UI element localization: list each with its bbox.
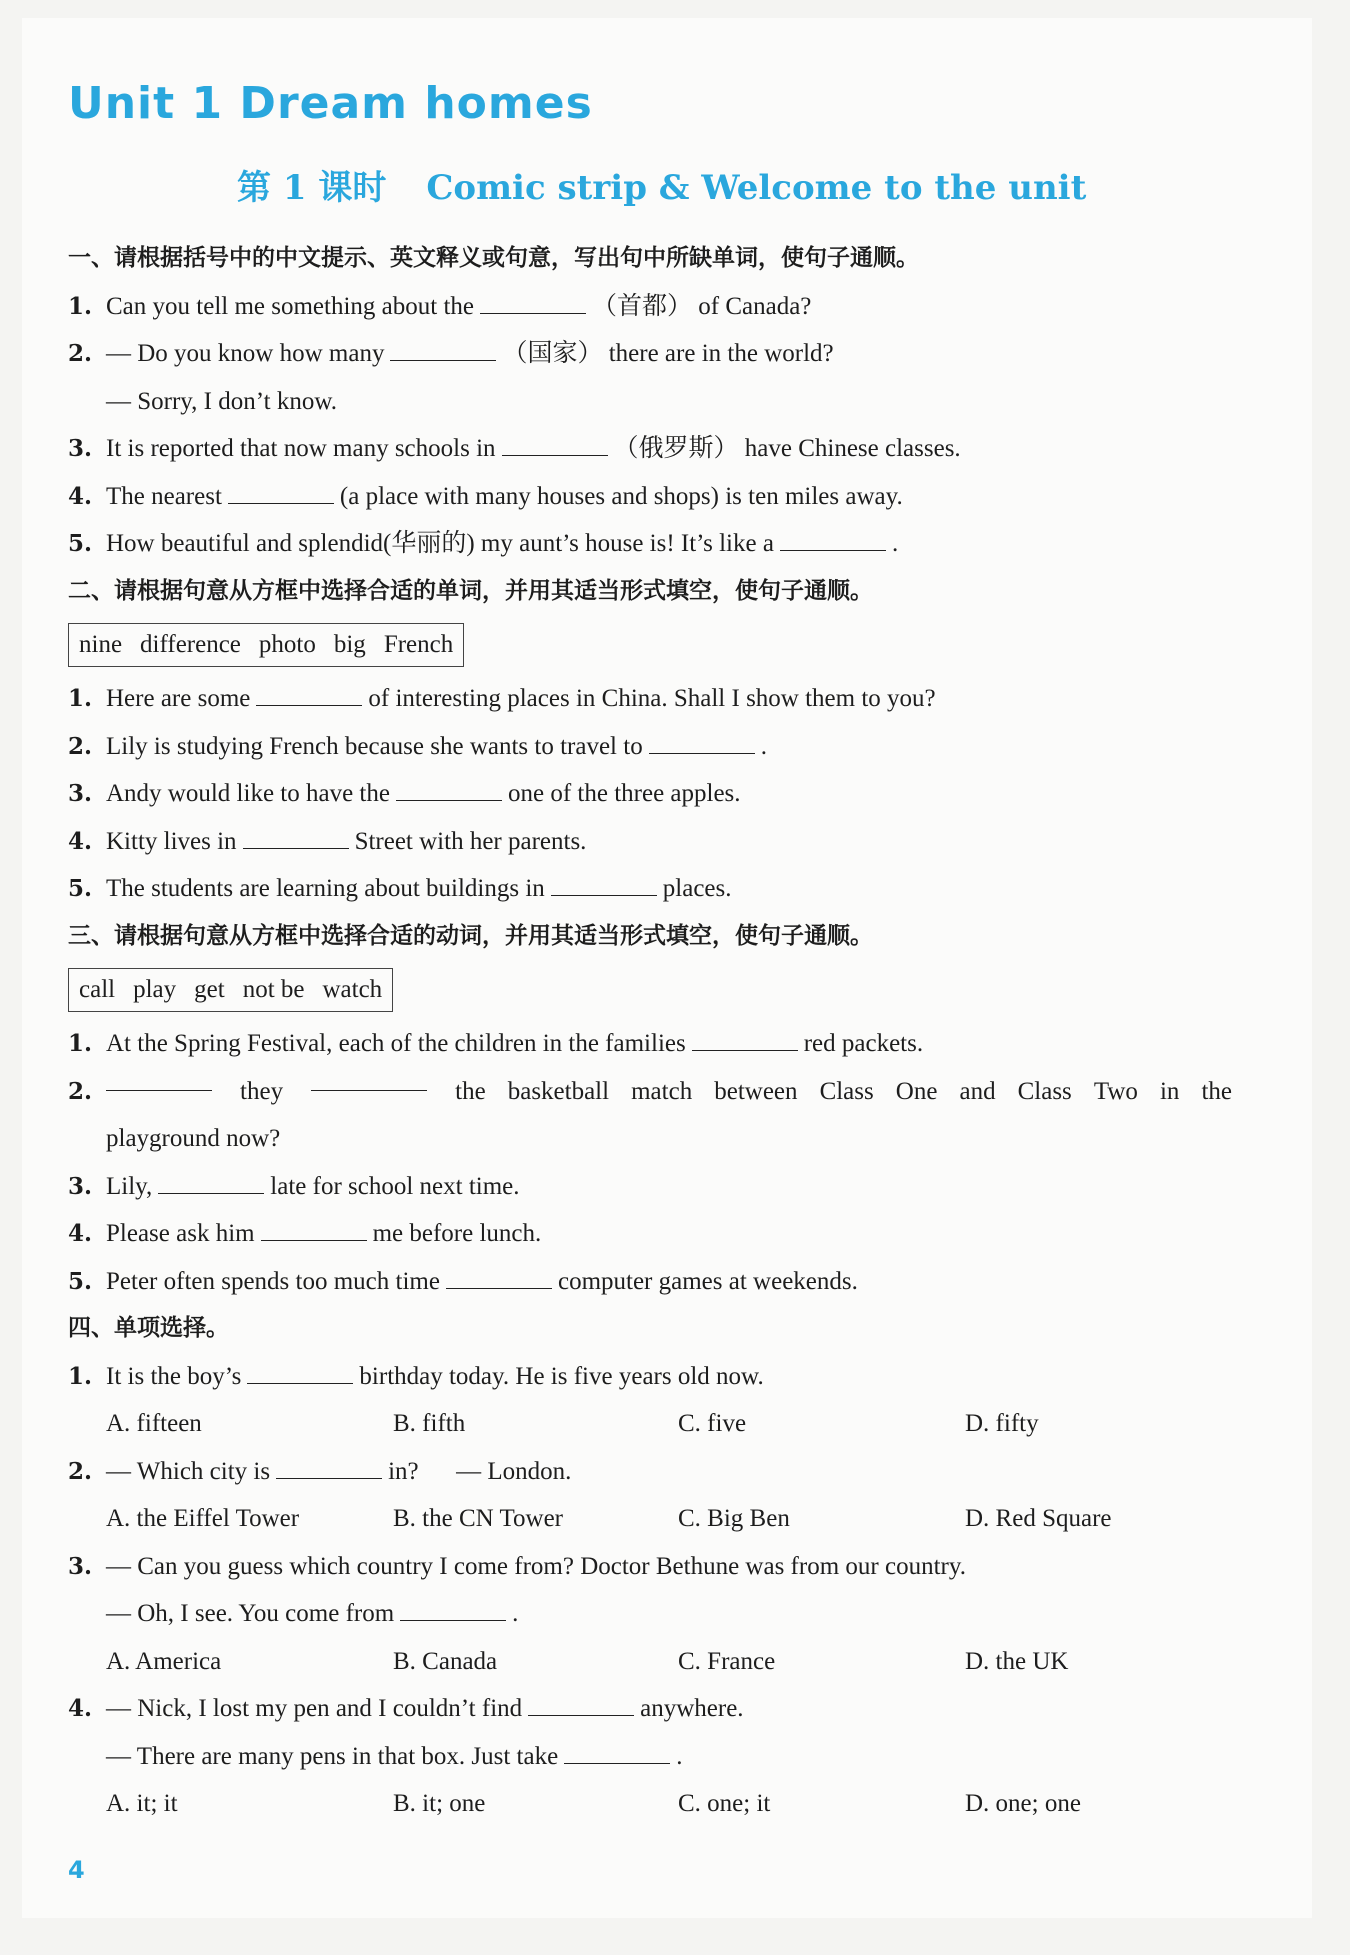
s4-q1-options	[68, 1400, 1268, 1448]
option-c[interactable]: C. Big Ben	[678, 1505, 790, 1532]
word-option: get	[194, 976, 225, 1003]
s3-question-4: 4. Please ask him me before lunch.	[68, 1220, 542, 1247]
s3-question-2-cont: playground now?	[106, 1125, 281, 1152]
unit-title: Unit 1 Dream homes	[68, 78, 593, 129]
answer-blank[interactable]	[400, 1598, 506, 1621]
word-box-3	[68, 968, 393, 1012]
option-c[interactable]: C. five	[678, 1410, 747, 1437]
s4-question-3-reply: — Oh, I see. You come from .	[106, 1600, 519, 1627]
page-number: 4	[68, 1856, 85, 1884]
option-b[interactable]: B. the CN Tower	[393, 1505, 563, 1532]
answer-blank[interactable]	[649, 731, 755, 754]
section-4-title: 四、单项选择。	[68, 1315, 229, 1341]
lesson-name: Comic strip & Welcome to the unit	[426, 168, 1087, 208]
lesson-number: 第 1 课时	[237, 168, 387, 208]
option-d[interactable]: D. fifty	[965, 1410, 1039, 1437]
answer-blank[interactable]	[396, 778, 502, 801]
word-box-2	[68, 623, 464, 667]
answer-blank[interactable]	[243, 826, 349, 849]
s1-question-2-reply: — Sorry, I don’t know.	[106, 387, 338, 415]
word-option: play	[133, 976, 177, 1003]
lesson-title	[237, 160, 1086, 209]
s2-question-2: 2. Lily is studying French because she wants to travel to .	[68, 732, 767, 760]
option-b[interactable]: B. it; one	[393, 1790, 486, 1817]
s4-question-2: 2. — Which city is in? — London.	[68, 1457, 572, 1485]
word-option: difference	[140, 631, 241, 658]
s1-question-1: 1. Can you tell me something about the （首都） of Canada?	[68, 292, 812, 320]
answer-blank[interactable]	[551, 873, 657, 896]
answer-blank[interactable]	[502, 433, 608, 456]
option-d[interactable]: D. the UK	[965, 1647, 1069, 1675]
s2-question-1: 1. Here are some of interesting places in China. Shall I show them to you?	[68, 685, 936, 712]
option-a[interactable]: A. the Eiffel Tower	[106, 1505, 300, 1532]
answer-blank[interactable]	[564, 1741, 670, 1764]
option-c[interactable]: C. France	[678, 1647, 776, 1675]
s3-question-3: 3. Lily, late for school next time.	[68, 1172, 520, 1200]
word-option: photo	[258, 631, 316, 658]
answer-blank[interactable]	[106, 1068, 212, 1091]
answer-blank[interactable]	[780, 528, 886, 551]
option-c[interactable]: C. one; it	[678, 1790, 771, 1817]
option-d[interactable]: D. one; one	[965, 1790, 1081, 1817]
s1-question-2: 2. — Do you know how many （国家） there are in the world?	[68, 340, 834, 367]
answer-blank[interactable]	[228, 481, 334, 504]
s4-q3-options	[68, 1638, 1268, 1686]
s4-question-3: 3. — Can you guess which country I come from? Doctor Bethune was from our country.	[68, 1552, 966, 1580]
s4-q2-options	[68, 1495, 1268, 1543]
answer-blank[interactable]	[158, 1171, 264, 1194]
answer-blank[interactable]	[692, 1028, 798, 1051]
answer-blank[interactable]	[446, 1266, 552, 1289]
exercise-content	[68, 235, 1268, 1828]
option-b[interactable]: B. Canada	[393, 1647, 498, 1675]
s4-q4-options	[68, 1780, 1268, 1828]
option-b[interactable]: B. fifth	[393, 1410, 466, 1437]
s2-question-5: 5. The students are learning about buildings in places.	[68, 875, 732, 902]
answer-blank[interactable]	[261, 1218, 367, 1241]
word-option: nine	[79, 631, 123, 658]
word-option: watch	[322, 976, 383, 1003]
s2-question-3: 3. Andy would like to have the one of the three apples.	[68, 780, 741, 807]
section-2-title: 二、请根据句意从方框中选择合适的单词，并用其适当形式填空，使句子通顺。	[68, 577, 873, 604]
answer-blank[interactable]	[311, 1068, 427, 1091]
answer-blank[interactable]	[256, 683, 362, 706]
answer-blank[interactable]	[390, 338, 496, 361]
s4-question-4-reply: — There are many pens in that box. Just take .	[106, 1742, 683, 1770]
workbook-page	[22, 18, 1312, 1918]
s4-question-1: 1. It is the boy’s birthday today. He is five years old now.	[68, 1362, 764, 1390]
word-option: big	[333, 631, 366, 658]
answer-blank[interactable]	[276, 1456, 382, 1479]
section-3-title: 三、请根据句意从方框中选择合适的动词，并用其适当形式填空，使句子通顺。	[68, 922, 873, 949]
word-option: French	[383, 631, 454, 658]
s1-question-3: 3. It is reported that now many schools in （俄罗斯） have Chinese classes.	[68, 435, 961, 462]
option-a[interactable]: A. fifteen	[106, 1410, 202, 1437]
option-a[interactable]: A. it; it	[106, 1790, 178, 1817]
answer-blank[interactable]	[480, 291, 586, 314]
answer-blank[interactable]	[247, 1361, 353, 1384]
s3-question-5: 5. Peter often spends too much time computer games at weekends.	[68, 1267, 858, 1295]
s4-question-4: 4. — Nick, I lost my pen and I couldn’t find anywhere.	[68, 1695, 744, 1722]
option-a[interactable]: A. America	[106, 1647, 222, 1675]
s1-question-4: 4. The nearest (a place with many houses and shops) is ten miles away.	[68, 482, 903, 510]
s1-question-5: 5. How beautiful and splendid(华丽的) my aunt’s house is! It’s like a .	[68, 530, 899, 557]
word-option: not be	[242, 976, 305, 1003]
s2-question-4: 4. Kitty lives in Street with her parents.	[68, 827, 587, 855]
s3-question-2: 2. they the basketball match between Class One and Class Two in the	[68, 1068, 1268, 1116]
s3-question-1: 1. At the Spring Festival, each of the children in the families red packets.	[68, 1030, 924, 1057]
word-option: call	[79, 976, 116, 1003]
option-d[interactable]: D. Red Square	[965, 1505, 1112, 1532]
answer-blank[interactable]	[528, 1693, 634, 1716]
section-1-title: 一、请根据括号中的中文提示、英文释义或句意，写出句中所缺单词，使句子通顺。	[68, 245, 919, 271]
